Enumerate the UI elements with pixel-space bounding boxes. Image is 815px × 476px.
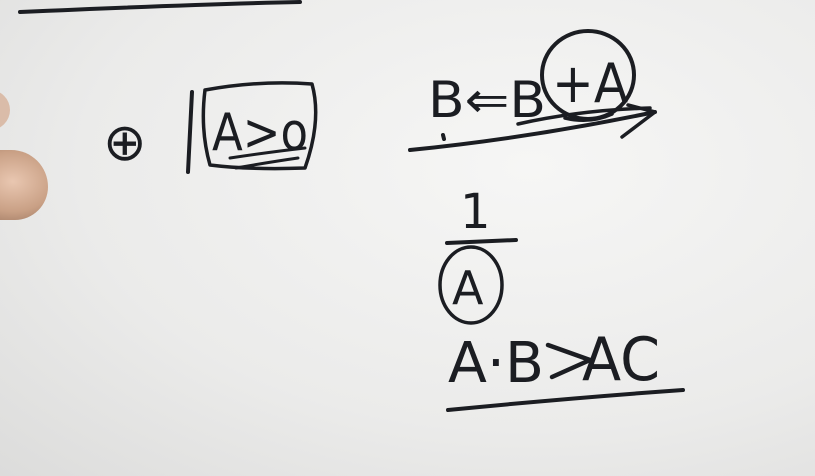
a-gt-0-expression: A>o bbox=[212, 103, 308, 163]
bottom-expression-right: AC bbox=[582, 325, 660, 395]
bracket-left-stroke bbox=[188, 92, 192, 172]
fraction-bar bbox=[447, 240, 516, 243]
top-expression: B⇐B bbox=[428, 71, 546, 129]
circle-plus-symbol: ⊕ bbox=[103, 113, 147, 173]
fraction-denominator: A bbox=[452, 261, 484, 315]
top-edge-stroke bbox=[20, 2, 300, 12]
bottom-expression-left: A·B bbox=[448, 331, 544, 396]
fraction-numerator: 1 bbox=[460, 184, 491, 240]
circled-plus-a: +A bbox=[552, 52, 629, 115]
dot-under-b bbox=[443, 135, 444, 139]
